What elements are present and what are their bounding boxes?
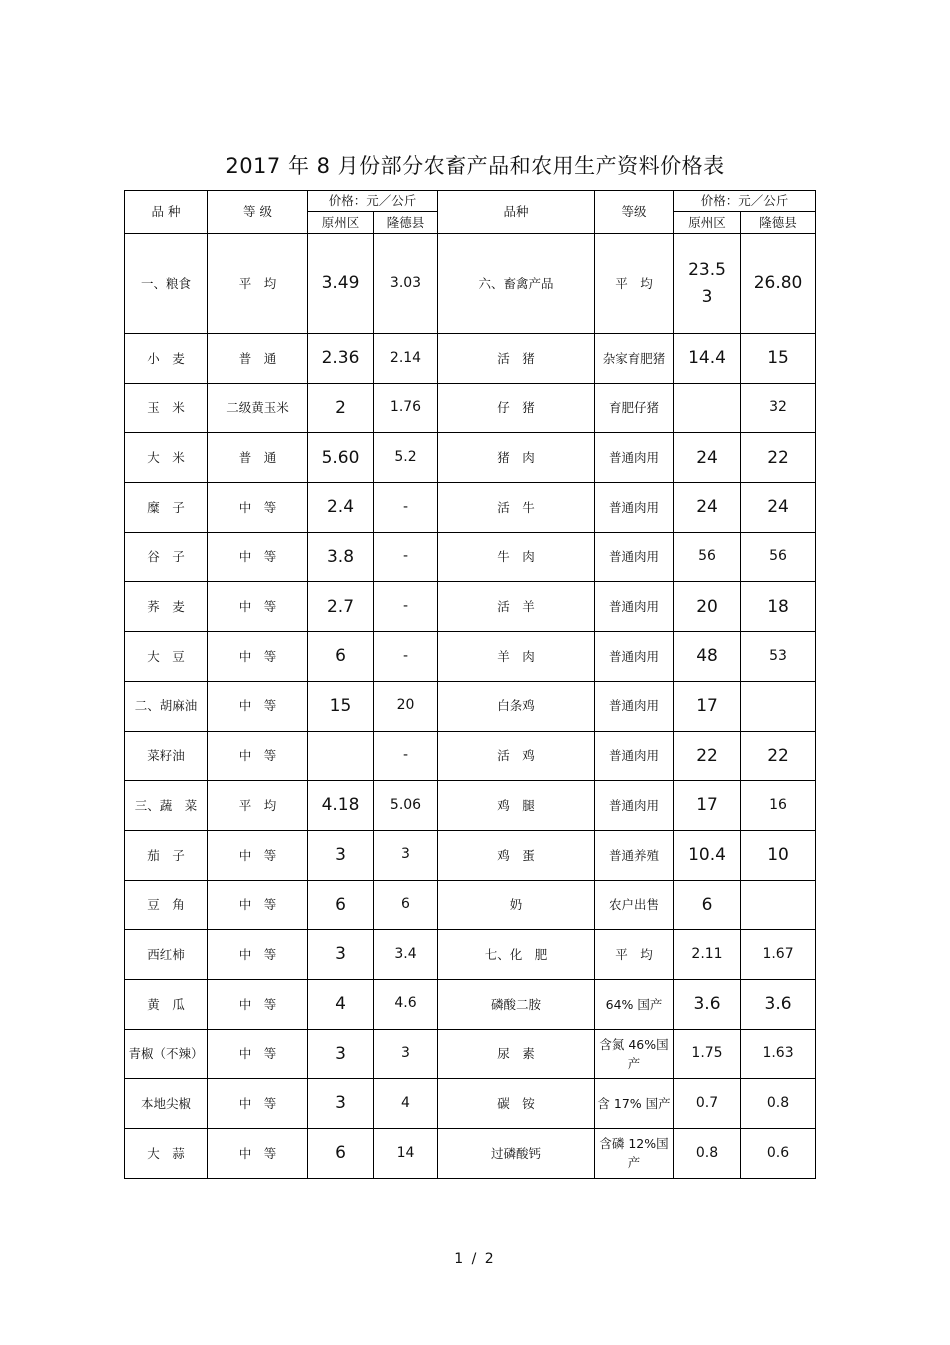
- header-price-unit-right: 价格：元／公斤: [674, 191, 816, 212]
- cell-grade-left: 中 等: [208, 979, 308, 1029]
- cell-grade-right: 普通养殖: [595, 830, 674, 880]
- cell-variety-left: 大 米: [125, 433, 208, 483]
- cell-price-yuanzhou-right: 1.75: [674, 1029, 741, 1079]
- cell-price-longde-left: 3.4: [374, 930, 438, 980]
- cell-variety-left: 大 豆: [125, 632, 208, 682]
- cell-variety-left: 青椒（不辣）: [125, 1029, 208, 1079]
- cell-grade-left: 普 通: [208, 334, 308, 384]
- cell-price-longde-left: 5.2: [374, 433, 438, 483]
- cell-variety-left: 谷 子: [125, 532, 208, 582]
- cell-grade-right: 普通肉用: [595, 731, 674, 781]
- table-row: [125, 334, 816, 384]
- cell-price-longde-left: 4: [374, 1079, 438, 1129]
- cell-price-longde-left: -: [374, 532, 438, 582]
- cell-price-yuanzhou-left: 2.4: [308, 483, 374, 533]
- cell-price-yuanzhou-right: 24: [674, 483, 741, 533]
- cell-grade-right: 普通肉用: [595, 483, 674, 533]
- cell-variety-left: 一、粮食: [125, 234, 208, 334]
- cell-grade-right: 普通肉用: [595, 632, 674, 682]
- cell-variety-right: 尿 素: [438, 1029, 595, 1079]
- cell-variety-right: 活 羊: [438, 582, 595, 632]
- cell-price-longde-left: 2.14: [374, 334, 438, 384]
- cell-grade-left: 普 通: [208, 433, 308, 483]
- cell-grade-left: 中 等: [208, 880, 308, 930]
- cell-price-longde-right: [741, 880, 816, 930]
- cell-price-yuanzhou-left: 3.8: [308, 532, 374, 582]
- cell-price-yuanzhou-left: 6: [308, 880, 374, 930]
- cell-variety-right: 白条鸡: [438, 681, 595, 731]
- cell-price-longde-left: 4.6: [374, 979, 438, 1029]
- cell-price-longde-left: -: [374, 483, 438, 533]
- cell-price-yuanzhou-left: 3: [308, 1029, 374, 1079]
- cell-variety-left: 西红柿: [125, 930, 208, 980]
- cell-price-yuanzhou-left: 2.7: [308, 582, 374, 632]
- cell-price-yuanzhou-right: 14.4: [674, 334, 741, 384]
- cell-price-yuanzhou-left: [308, 731, 374, 781]
- table-row: [125, 1129, 816, 1179]
- cell-price-yuanzhou-right: 23.5 3: [674, 234, 741, 334]
- cell-grade-right: 普通肉用: [595, 582, 674, 632]
- page-number: 1 / 2: [454, 1251, 496, 1267]
- cell-price-yuanzhou-right: 10.4: [674, 830, 741, 880]
- cell-variety-right: 过磷酸钙: [438, 1129, 595, 1179]
- cell-price-longde-left: 14: [374, 1129, 438, 1179]
- cell-price-longde-left: 3: [374, 830, 438, 880]
- cell-price-yuanzhou-left: 5.60: [308, 433, 374, 483]
- table-row: [125, 483, 816, 533]
- cell-grade-right: 普通肉用: [595, 433, 674, 483]
- cell-variety-left: 大 蒜: [125, 1129, 208, 1179]
- header-longde-right: 隆德县: [741, 212, 816, 234]
- cell-price-longde-left: 20: [374, 681, 438, 731]
- header-variety-right: 品种: [438, 191, 595, 234]
- cell-price-yuanzhou-right: 17: [674, 781, 741, 831]
- table-row: [125, 830, 816, 880]
- cell-grade-right: 64% 国产: [595, 979, 674, 1029]
- cell-price-yuanzhou-right: 56: [674, 532, 741, 582]
- table-row: [125, 433, 816, 483]
- cell-grade-left: 平 均: [208, 234, 308, 334]
- table-row: [125, 681, 816, 731]
- cell-price-yuanzhou-left: 3.49: [308, 234, 374, 334]
- cell-variety-right: 牛 肉: [438, 532, 595, 582]
- table-row: [125, 1029, 816, 1079]
- cell-price-yuanzhou-right: 48: [674, 632, 741, 682]
- cell-variety-left: 菜籽油: [125, 731, 208, 781]
- cell-price-yuanzhou-left: 3: [308, 830, 374, 880]
- cell-grade-left: 中 等: [208, 1029, 308, 1079]
- cell-price-yuanzhou-left: 3: [308, 1079, 374, 1129]
- cell-price-longde-left: 1.76: [374, 383, 438, 433]
- cell-price-longde-right: 3.6: [741, 979, 816, 1029]
- cell-price-yuanzhou-left: 2: [308, 383, 374, 433]
- cell-grade-right: 育肥仔猪: [595, 383, 674, 433]
- cell-price-longde-right: 26.80: [741, 234, 816, 334]
- cell-grade-right: 普通肉用: [595, 781, 674, 831]
- cell-price-longde-right: 1.63: [741, 1029, 816, 1079]
- cell-grade-left: 平 均: [208, 781, 308, 831]
- cell-grade-right: 普通肉用: [595, 532, 674, 582]
- cell-price-yuanzhou-left: 4.18: [308, 781, 374, 831]
- table-row: [125, 979, 816, 1029]
- cell-price-longde-right: 0.8: [741, 1079, 816, 1129]
- cell-variety-left: 小 麦: [125, 334, 208, 384]
- table-row: [125, 532, 816, 582]
- page-title: 2017 年 8 月份部分农畜产品和农用生产资料价格表: [225, 154, 725, 178]
- cell-grade-left: 中 等: [208, 582, 308, 632]
- cell-price-longde-left: -: [374, 731, 438, 781]
- cell-price-longde-left: 3.03: [374, 234, 438, 334]
- cell-variety-right: 磷酸二胺: [438, 979, 595, 1029]
- table-row: [125, 234, 816, 334]
- header-grade-right: 等级: [595, 191, 674, 234]
- cell-grade-left: 中 等: [208, 1129, 308, 1179]
- cell-price-yuanzhou-left: 4: [308, 979, 374, 1029]
- cell-grade-right: 平 均: [595, 234, 674, 334]
- cell-variety-left: 玉 米: [125, 383, 208, 433]
- cell-variety-left: 本地尖椒: [125, 1079, 208, 1129]
- cell-grade-right: 含 17% 国产: [595, 1079, 674, 1129]
- cell-variety-right: 仔 猪: [438, 383, 595, 433]
- cell-price-yuanzhou-left: 6: [308, 632, 374, 682]
- cell-variety-right: 猪 肉: [438, 433, 595, 483]
- cell-variety-right: 七、化 肥: [438, 930, 595, 980]
- cell-variety-right: 羊 肉: [438, 632, 595, 682]
- cell-grade-left: 中 等: [208, 483, 308, 533]
- table-row: [125, 880, 816, 930]
- cell-variety-right: 碳 铵: [438, 1079, 595, 1129]
- cell-grade-left: 中 等: [208, 1079, 308, 1129]
- cell-variety-right: 鸡 蛋: [438, 830, 595, 880]
- cell-grade-right: 平 均: [595, 930, 674, 980]
- cell-grade-left: 中 等: [208, 930, 308, 980]
- header-longde-left: 隆德县: [374, 212, 438, 234]
- table-row: [125, 582, 816, 632]
- cell-price-yuanzhou-right: 22: [674, 731, 741, 781]
- cell-price-yuanzhou-right: 3.6: [674, 979, 741, 1029]
- cell-variety-right: 活 鸡: [438, 731, 595, 781]
- cell-price-yuanzhou-right: 0.7: [674, 1079, 741, 1129]
- cell-price-longde-left: 3: [374, 1029, 438, 1079]
- cell-price-yuanzhou-right: 20: [674, 582, 741, 632]
- cell-variety-right: 鸡 腿: [438, 781, 595, 831]
- cell-price-longde-left: -: [374, 632, 438, 682]
- cell-variety-left: 糜 子: [125, 483, 208, 533]
- cell-price-yuanzhou-left: 6: [308, 1129, 374, 1179]
- price-table: [124, 190, 816, 1179]
- header-grade-left: 等 级: [208, 191, 308, 234]
- table-row: [125, 383, 816, 433]
- table-row: [125, 1079, 816, 1129]
- cell-price-longde-left: -: [374, 582, 438, 632]
- cell-variety-right: 活 牛: [438, 483, 595, 533]
- cell-grade-left: 二级黄玉米: [208, 383, 308, 433]
- cell-price-yuanzhou-right: 17: [674, 681, 741, 731]
- cell-grade-left: 中 等: [208, 532, 308, 582]
- cell-price-yuanzhou-right: 2.11: [674, 930, 741, 980]
- cell-price-yuanzhou-left: 3: [308, 930, 374, 980]
- cell-price-longde-right: 24: [741, 483, 816, 533]
- cell-grade-left: 中 等: [208, 731, 308, 781]
- cell-price-longde-right: 10: [741, 830, 816, 880]
- cell-price-longde-right: 15: [741, 334, 816, 384]
- cell-price-longde-right: 1.67: [741, 930, 816, 980]
- cell-variety-left: 三、蔬 菜: [125, 781, 208, 831]
- cell-variety-right: 六、畜禽产品: [438, 234, 595, 334]
- table-row: [125, 731, 816, 781]
- cell-grade-left: 中 等: [208, 681, 308, 731]
- cell-grade-right: 普通肉用: [595, 681, 674, 731]
- cell-price-longde-right: 16: [741, 781, 816, 831]
- header-variety-left: 品 种: [125, 191, 208, 234]
- cell-variety-right: 奶: [438, 880, 595, 930]
- cell-variety-left: 茄 子: [125, 830, 208, 880]
- header-price-unit-left: 价格：元／公斤: [308, 191, 438, 212]
- cell-grade-right: 含氮 46%国产: [595, 1029, 674, 1079]
- cell-price-longde-left: 5.06: [374, 781, 438, 831]
- cell-price-longde-right: 0.6: [741, 1129, 816, 1179]
- cell-price-yuanzhou-right: 6: [674, 880, 741, 930]
- cell-variety-left: 黄 瓜: [125, 979, 208, 1029]
- cell-price-longde-left: 6: [374, 880, 438, 930]
- cell-grade-right: 农户出售: [595, 880, 674, 930]
- cell-price-longde-right: 22: [741, 433, 816, 483]
- cell-price-longde-right: 18: [741, 582, 816, 632]
- cell-grade-right: 杂家育肥猪: [595, 334, 674, 384]
- cell-price-longde-right: 22: [741, 731, 816, 781]
- cell-price-longde-right: 32: [741, 383, 816, 433]
- header-yuanzhou-right: 原州区: [674, 212, 741, 234]
- cell-variety-right: 活 猪: [438, 334, 595, 384]
- table-row: [125, 930, 816, 980]
- cell-grade-left: 中 等: [208, 830, 308, 880]
- cell-price-longde-right: 56: [741, 532, 816, 582]
- cell-variety-left: 二、胡麻油: [125, 681, 208, 731]
- cell-price-yuanzhou-right: 24: [674, 433, 741, 483]
- cell-price-yuanzhou-right: 0.8: [674, 1129, 741, 1179]
- cell-grade-left: 中 等: [208, 632, 308, 682]
- cell-grade-right: 含磷 12%国产: [595, 1129, 674, 1179]
- cell-price-yuanzhou-right: [674, 383, 741, 433]
- cell-variety-left: 荞 麦: [125, 582, 208, 632]
- cell-price-longde-right: 53: [741, 632, 816, 682]
- table-row: [125, 632, 816, 682]
- table-row: [125, 781, 816, 831]
- cell-price-yuanzhou-left: 15: [308, 681, 374, 731]
- cell-price-yuanzhou-left: 2.36: [308, 334, 374, 384]
- cell-price-longde-right: [741, 681, 816, 731]
- cell-variety-left: 豆 角: [125, 880, 208, 930]
- header-yuanzhou-left: 原州区: [308, 212, 374, 234]
